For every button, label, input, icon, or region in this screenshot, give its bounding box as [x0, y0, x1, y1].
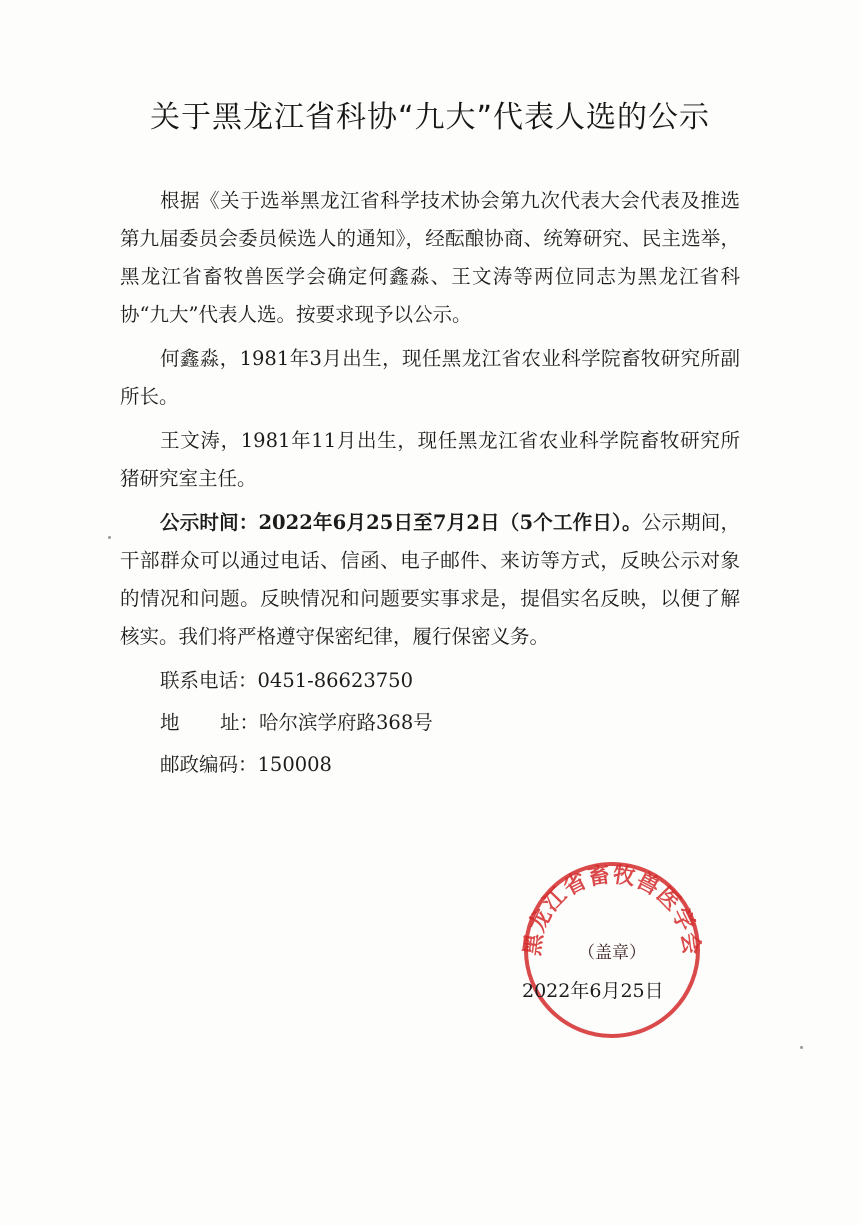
issue-date: 2022年6月25日	[522, 980, 664, 1002]
seal-org-name: 黑龙江省畜牧兽医学会	[520, 862, 704, 958]
phone-value: 0451-86623750	[257, 669, 413, 692]
notice-period: 公示时间：2022年6月25日至7月2日（5个工作日）。	[160, 511, 642, 534]
postal-label: 邮政编码：	[160, 753, 258, 776]
seal-note: （盖章）	[578, 943, 646, 963]
contact-address-line	[160, 702, 740, 744]
scan-speck	[800, 1046, 803, 1049]
paragraph-notice	[120, 504, 740, 656]
contact-block	[120, 660, 740, 786]
contact-phone-line	[160, 660, 740, 702]
scan-speck	[108, 536, 111, 539]
paragraph-candidate-2: 王文涛，1981年11月出生，现任黑龙江省农业科学院畜牧研究所猪研究室主任。	[120, 429, 740, 490]
paragraph-basis: 根据《关于选举黑龙江省科学技术协会第九次代表大会代表及推选第九届委员会委员候选人的通知》，经酝酿协商、统筹研究、民主选举，黑龙江省畜牧兽医学会确定何鑫淼、王文涛等两位同志为黑龙江省科协“九大”代表人选。按要求现予以公示。	[120, 189, 740, 326]
phone-label: 联系电话：	[160, 669, 258, 692]
address-label	[160, 702, 259, 744]
document-body	[120, 182, 740, 786]
postal-value: 150008	[257, 753, 332, 776]
contact-postal-line	[160, 744, 740, 786]
address-label-second: 址：	[220, 711, 260, 734]
official-seal	[520, 858, 704, 1042]
document-title: 关于黑龙江省科协“九大”代表人选的公示	[149, 100, 711, 135]
paragraph-candidate-1: 何鑫淼，1981年3月出生，现任黑龙江省农业科学院畜牧研究所副所长。	[120, 347, 740, 408]
address-value: 哈尔滨学府路368号	[259, 711, 433, 734]
address-label-first: 地	[160, 711, 180, 734]
notice-details: 公示期间，干部群众可以通过电话、信函、电子邮件、来访等方式，反映公示对象的情况和问题。反映情况和问题要实事求是，提倡实名反映，以便了解核实。我们将严格遵守保密纪律，履行保密义务。	[120, 511, 740, 648]
